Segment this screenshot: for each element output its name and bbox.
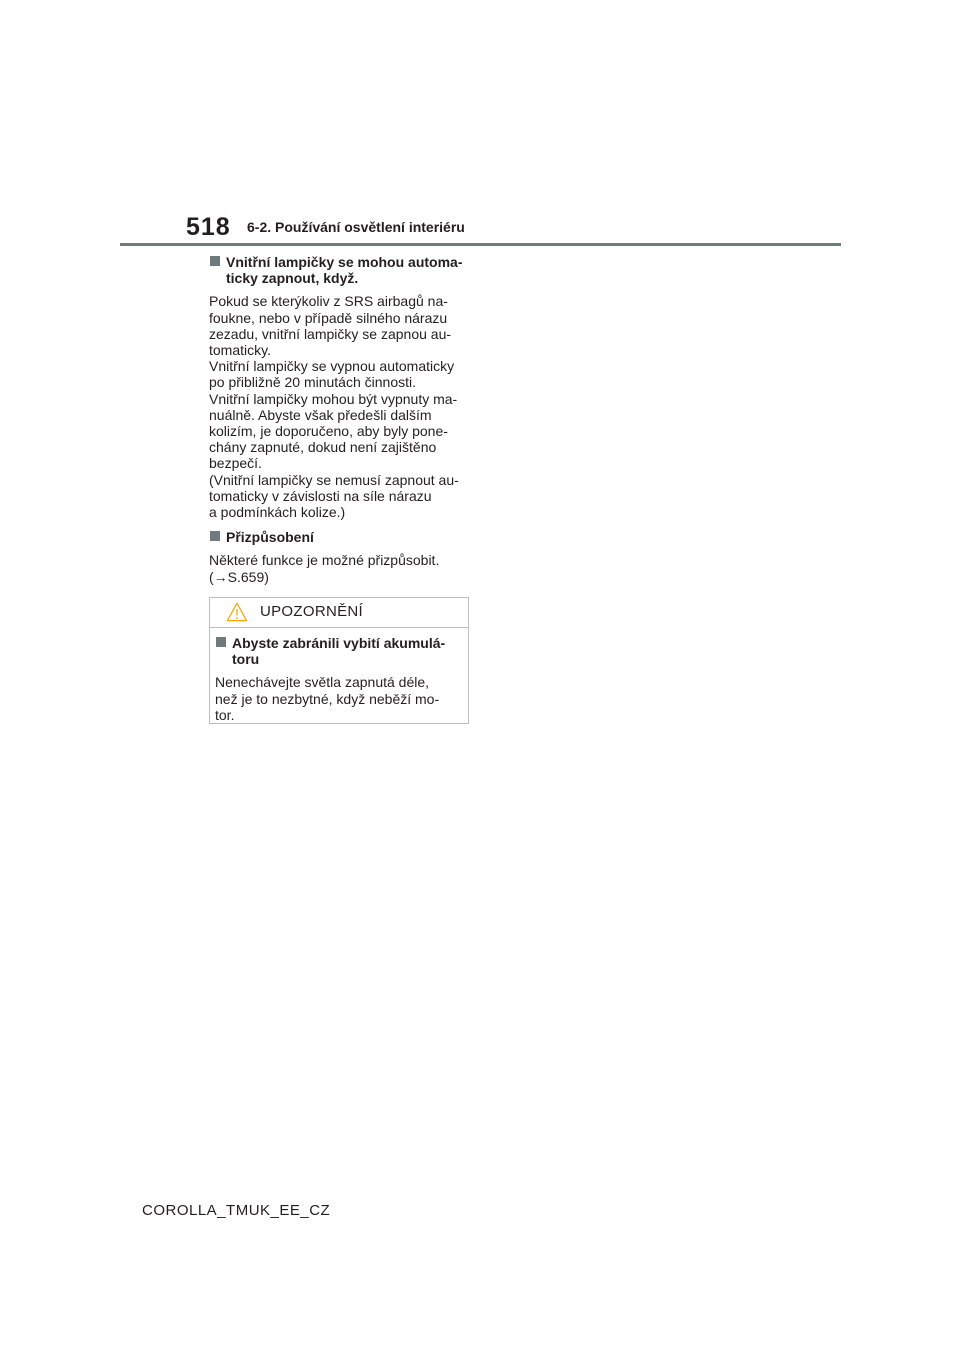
paragraph-line: tomaticky. bbox=[209, 342, 271, 359]
heading-line: Abyste zabránili vybití akumulá- bbox=[232, 635, 446, 651]
warning-title: UPOZORNĚNÍ bbox=[260, 603, 364, 620]
paragraph-line: chány zapnuté, dokud není zajištěno bbox=[209, 439, 437, 456]
paragraph-line: Vnitřní lampičky se vypnou automaticky bbox=[209, 358, 455, 375]
square-bullet-icon bbox=[216, 637, 226, 647]
heading-line: Přizpůsobení bbox=[226, 529, 314, 546]
page-number: 518 bbox=[186, 213, 231, 241]
paragraph-line: zezadu, vnitřní lampičky se zapnou au- bbox=[209, 325, 452, 342]
heading-line: toru bbox=[232, 651, 260, 668]
warning-paragraph bbox=[215, 674, 465, 723]
paragraph-line: foukne, nebo v případě silného nárazu bbox=[209, 309, 448, 326]
page-reference-link[interactable]: (→S.659) bbox=[209, 568, 269, 585]
paragraph-line: Vnitřní lampičky mohou být vypnuty ma- bbox=[209, 390, 458, 407]
paragraph-line: tomaticky v závislosti na síle nárazu bbox=[209, 487, 432, 504]
document-code: COROLLA_TMUK_EE_CZ bbox=[142, 1202, 331, 1219]
paragraph-line: (Vnitřní lampičky se nemusí zapnout au- bbox=[209, 471, 459, 488]
warning-triangle-icon bbox=[226, 602, 248, 627]
section-paragraph bbox=[209, 293, 471, 520]
paragraph-line: tor. bbox=[215, 706, 235, 723]
paragraph-line: Pokud se kterýkoliv z SRS airbagů na- bbox=[209, 293, 448, 310]
square-bullet-icon bbox=[210, 256, 220, 266]
paragraph-line: než je to nezbytné, když neběží mo- bbox=[215, 690, 440, 707]
square-bullet-icon bbox=[210, 531, 220, 541]
main-column bbox=[209, 254, 471, 585]
paragraph-line: po přibližně 20 minutách činnosti. bbox=[209, 374, 417, 391]
paragraph-line: nuálně. Abyste však předešli dalším bbox=[209, 406, 432, 423]
paragraph-line: bezpečí. bbox=[209, 455, 262, 472]
warning-box bbox=[209, 597, 469, 724]
header-divider bbox=[120, 243, 841, 246]
section-title: 6-2. Používání osvětlení interiéru bbox=[247, 219, 465, 235]
heading-line: ticky zapnout, když. bbox=[226, 270, 359, 287]
heading-line: Vnitřní lampičky se mohou automa- bbox=[226, 254, 463, 270]
section-customization bbox=[209, 529, 471, 585]
section-auto-on bbox=[209, 254, 471, 520]
paragraph-line: a podmínkách kolize.) bbox=[209, 504, 346, 521]
section-paragraph bbox=[209, 552, 471, 584]
warning-heading bbox=[215, 635, 465, 667]
warning-body bbox=[210, 628, 465, 723]
paragraph-line: Některé funkce je možné přizpůsobit. bbox=[209, 552, 440, 569]
paragraph-line: kolizím, je doporučeno, aby byly pone- bbox=[209, 423, 448, 440]
section-heading bbox=[209, 254, 471, 286]
section-heading bbox=[209, 529, 471, 545]
paragraph-line: Nenechávejte světla zapnutá déle, bbox=[215, 674, 430, 691]
warning-header bbox=[210, 598, 468, 628]
